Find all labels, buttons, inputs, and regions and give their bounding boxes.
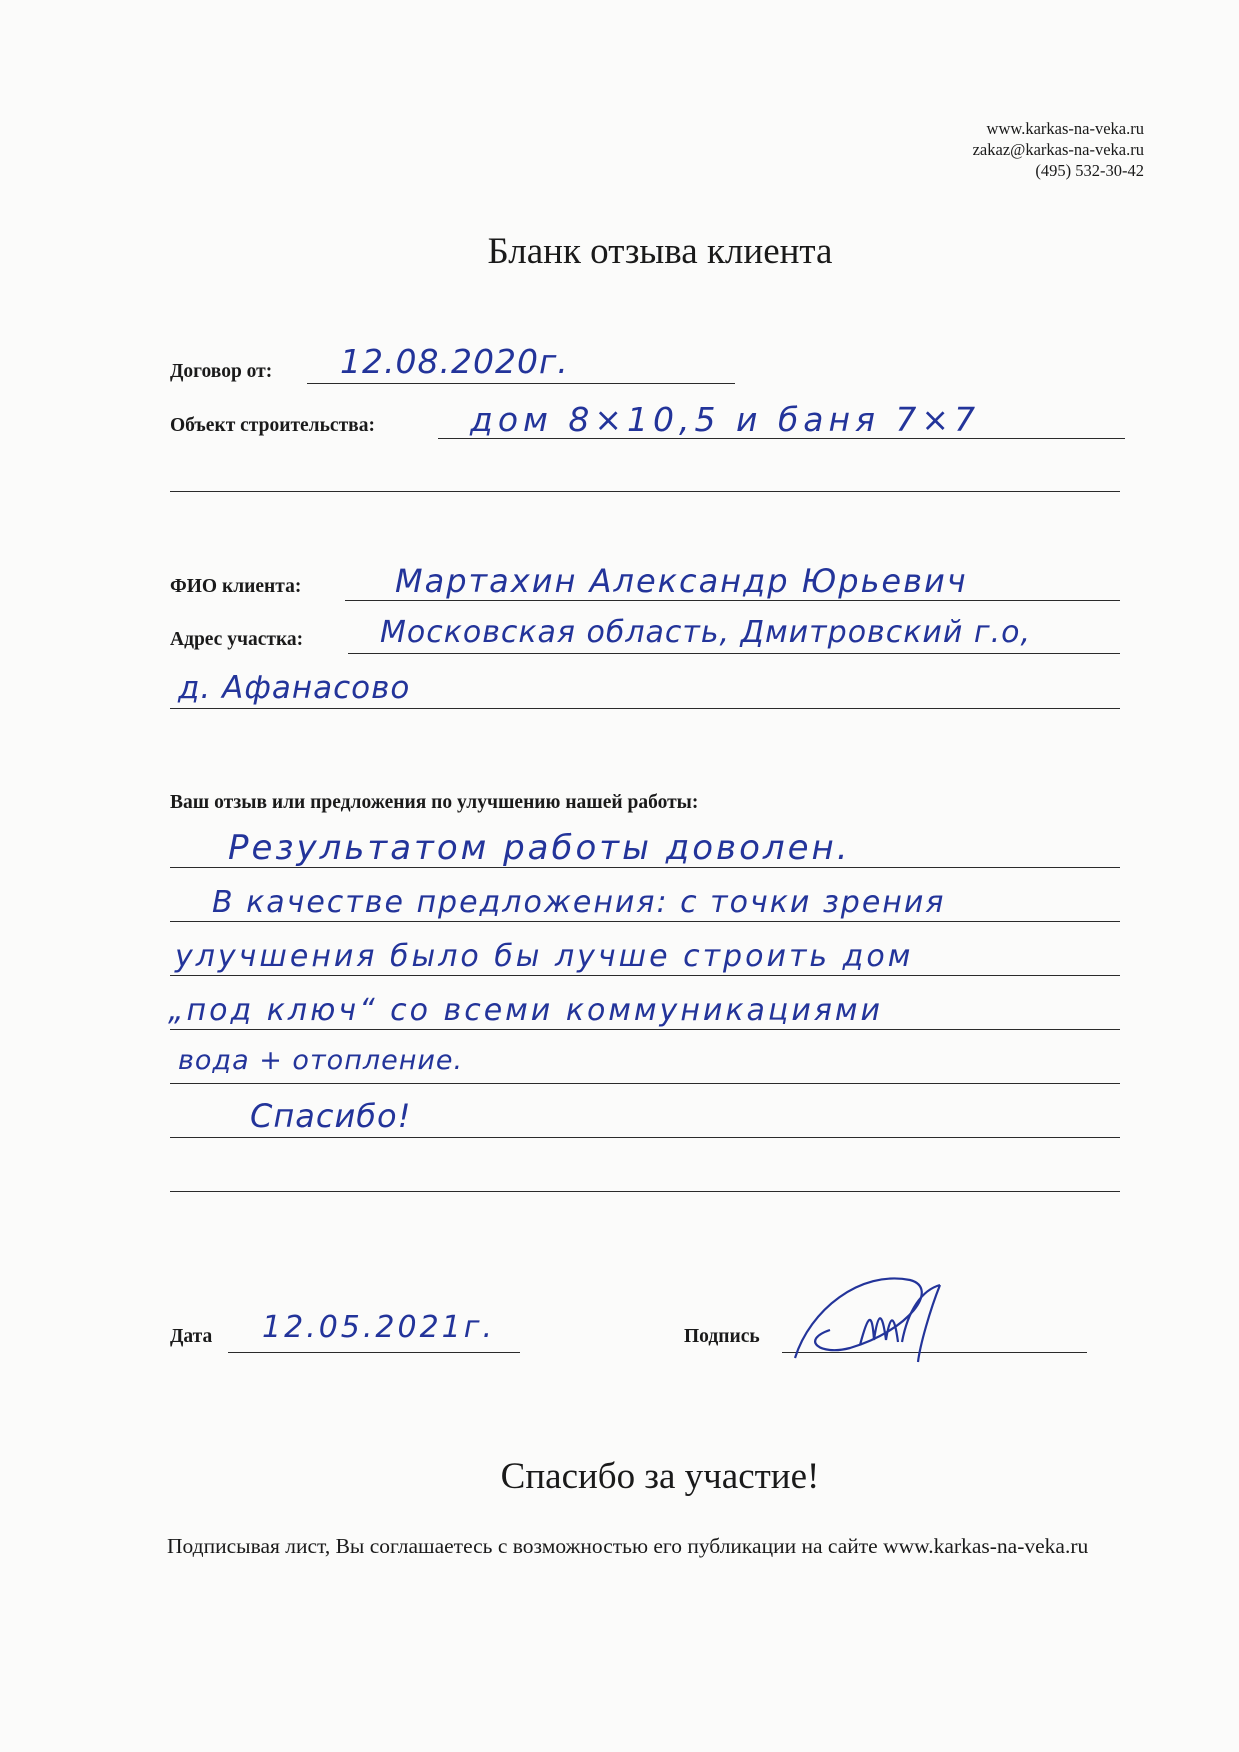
website-link[interactable]: www.karkas-na-veka.ru: [986, 119, 1144, 138]
client-label: ФИО клиента:: [170, 576, 302, 597]
phone-number: (495) 532-30-42: [1035, 161, 1144, 180]
client-value: Мартахин Александр Юрьевич: [395, 562, 968, 600]
thanks-heading: Спасибо за участие!: [500, 1456, 820, 1497]
feedback-line-3: [170, 975, 1120, 976]
feedback-line-4: [170, 1029, 1120, 1030]
consent-text: Подписывая лист, Вы соглашаетесь с возможностью его публикации на сайте www.karkas-na-veka.ru: [167, 1534, 1089, 1558]
address-value-line1: Московская область, Дмитровский г.о,: [380, 615, 1032, 650]
email-link[interactable]: zakaz@karkas-na-veka.ru: [972, 140, 1144, 159]
address-line-2: [170, 708, 1120, 709]
contract-line: [307, 383, 735, 384]
date-line: [228, 1352, 520, 1353]
date-value: 12.05.2021г.: [262, 1310, 496, 1345]
feedback-line-2: [170, 921, 1120, 922]
feedback-line-7: [170, 1191, 1120, 1192]
signature-label: Подпись: [684, 1326, 760, 1347]
address-value-line2: д. Афанасово: [178, 670, 411, 706]
object-line-2: [170, 491, 1120, 492]
object-value: дом 8×10,5 и баня 7×7: [470, 400, 981, 439]
object-label: Объект строительства:: [170, 415, 375, 436]
contact-block: [973, 118, 1144, 181]
address-line: [348, 653, 1120, 654]
client-line: [345, 600, 1120, 601]
feedback-line-6: [170, 1137, 1120, 1138]
contract-label: Договор от:: [170, 361, 273, 382]
feedback-text-3: улучшения было бы лучше строить дом: [175, 939, 914, 974]
feedback-text-5: вода + отопление.: [178, 1045, 464, 1076]
feedback-line-5: [170, 1083, 1120, 1084]
feedback-label: Ваш отзыв или предложения по улучшению нашей работы:: [170, 792, 699, 813]
date-label: Дата: [170, 1326, 213, 1347]
feedback-text-6: Спасибо!: [250, 1097, 412, 1135]
feedback-text-2: В качестве предложения: с точки зрения: [212, 885, 946, 920]
signature-image: [790, 1270, 990, 1380]
contract-value: 12.08.2020г.: [340, 342, 569, 381]
address-label: Адрес участка:: [170, 629, 304, 650]
feedback-text-4: „под ключ“ со всеми коммуникациями: [168, 993, 884, 1028]
form-title: Бланк отзыва клиента: [487, 231, 833, 272]
feedback-text-1: Результатом работы доволен.: [228, 828, 851, 868]
